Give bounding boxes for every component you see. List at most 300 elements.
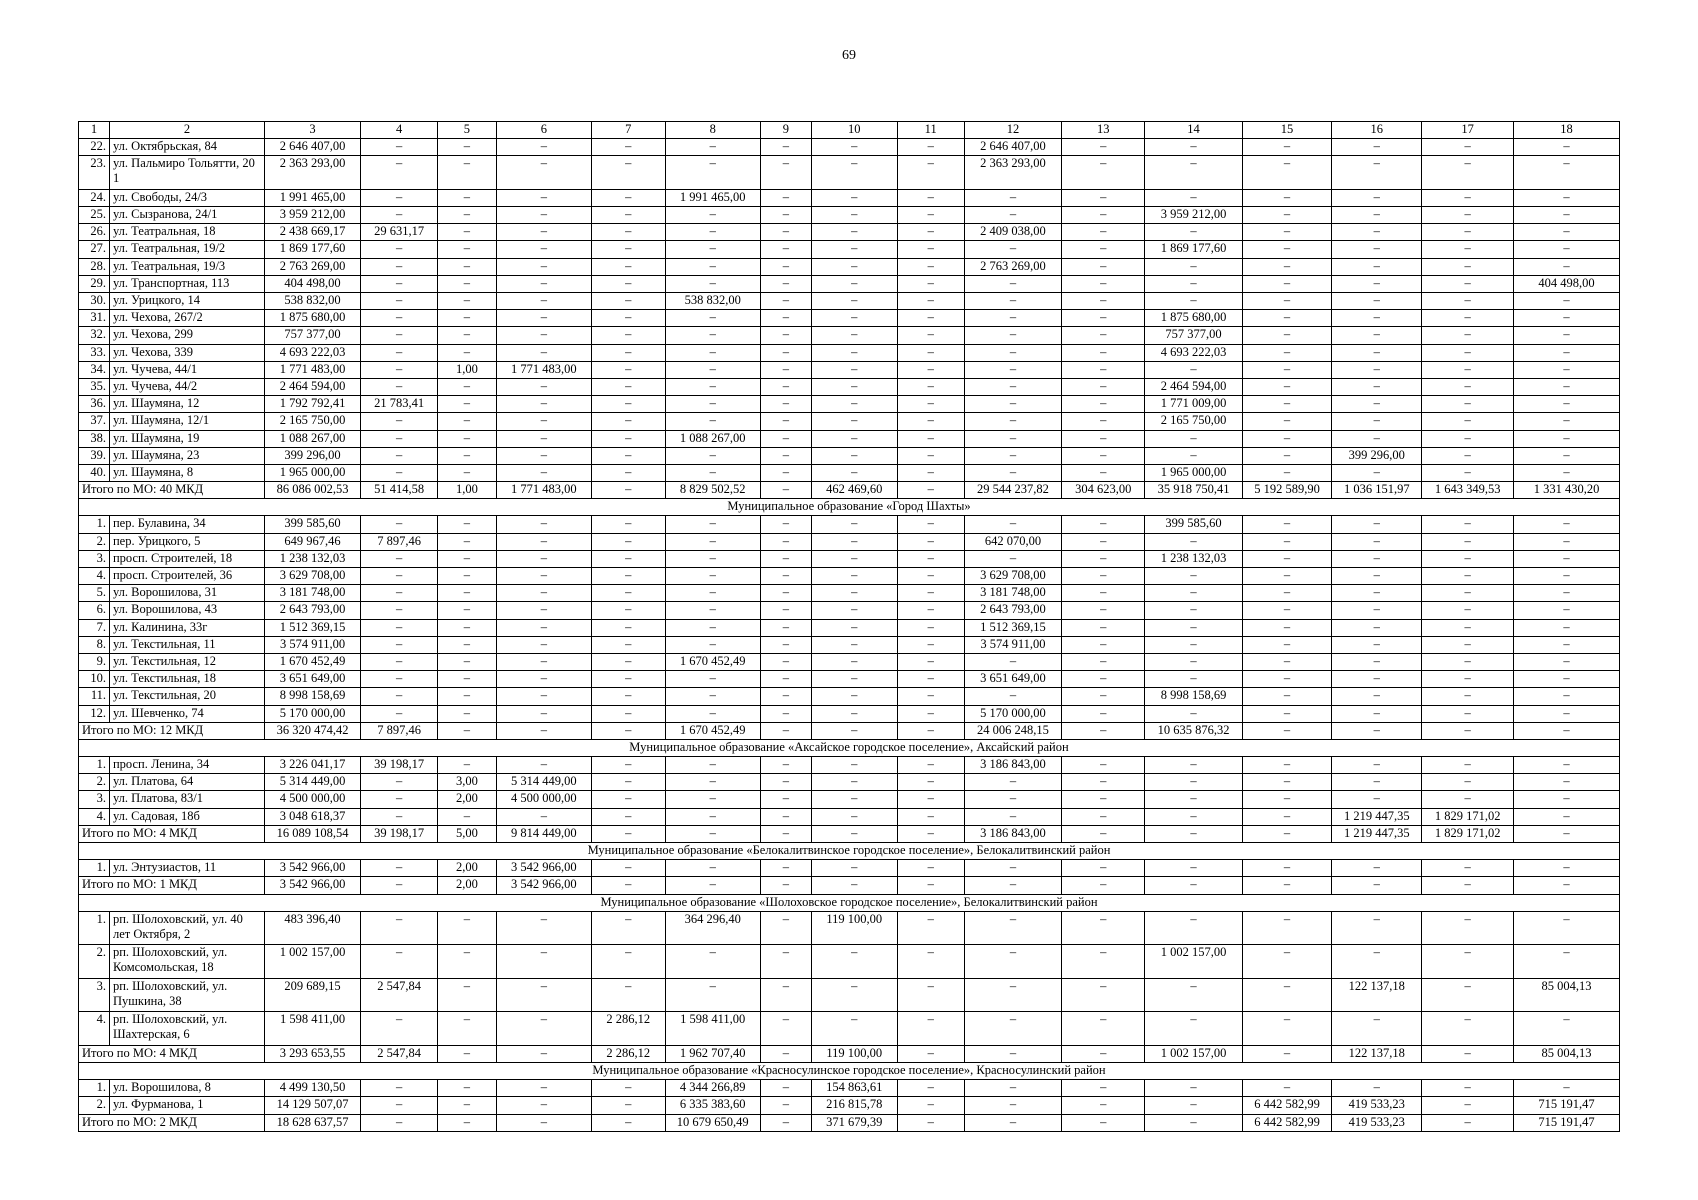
row-number: 2. [79, 1097, 110, 1114]
header-cell: 5 [438, 122, 497, 139]
table-cell: – [591, 189, 665, 206]
table-cell: – [897, 1012, 964, 1046]
table-cell: – [1332, 568, 1422, 585]
table-cell: – [1332, 533, 1422, 550]
table-cell: – [760, 653, 811, 670]
table-cell: – [1514, 241, 1620, 258]
table-cell: – [1422, 361, 1514, 378]
table-cell: – [897, 139, 964, 156]
table-cell: – [591, 1097, 665, 1114]
table-cell: – [964, 653, 1061, 670]
table-cell: – [812, 516, 897, 533]
table-cell: 1 792 792,41 [264, 396, 360, 413]
table-cell: – [1242, 430, 1332, 447]
table-cell: – [591, 275, 665, 292]
header-row [79, 122, 1620, 139]
table-cell: – [1332, 361, 1422, 378]
table-cell: – [496, 653, 591, 670]
table-cell: – [438, 602, 497, 619]
table-cell: 14 129 507,07 [264, 1097, 360, 1114]
table-cell: – [1514, 516, 1620, 533]
row-number: 3. [79, 550, 110, 567]
section-row [79, 499, 1620, 516]
table-cell: – [1514, 361, 1620, 378]
table-cell: 3 629 708,00 [264, 568, 360, 585]
total-cell: – [496, 1114, 591, 1131]
address-cell: рп. Шолоховский, ул. Комсомольская, 18 [109, 945, 264, 979]
table-cell: – [760, 447, 811, 464]
row-number: 8. [79, 636, 110, 653]
table-cell: – [496, 293, 591, 310]
table-cell: 2 165 750,00 [1145, 413, 1242, 430]
table-cell: – [1145, 791, 1242, 808]
table-cell: – [1514, 671, 1620, 688]
table-cell: – [1242, 293, 1332, 310]
table-cell: – [964, 1080, 1061, 1097]
address-cell: ул. Театральная, 18 [109, 224, 264, 241]
table-cell: – [591, 1080, 665, 1097]
section-title: Муниципальное образование «Шолоховское городское поселение», Белокалитвинский район [79, 894, 1620, 911]
table-cell: – [591, 224, 665, 241]
table-cell: – [1332, 860, 1422, 877]
table-cell: – [438, 156, 497, 190]
table-cell: – [1242, 688, 1332, 705]
table-cell: – [760, 1097, 811, 1114]
table-cell: – [964, 327, 1061, 344]
table-cell: – [496, 275, 591, 292]
table-cell: – [438, 258, 497, 275]
total-cell: 1 331 430,20 [1514, 482, 1620, 499]
table-cell: – [1062, 293, 1145, 310]
table-cell: – [812, 464, 897, 481]
address-cell: ул. Ворошилова, 43 [109, 602, 264, 619]
total-cell: 1 036 151,97 [1332, 482, 1422, 499]
total-cell: – [760, 825, 811, 842]
table-cell: – [812, 207, 897, 224]
table-cell: 122 137,18 [1332, 978, 1422, 1012]
total-cell: 122 137,18 [1332, 1045, 1422, 1062]
table-cell: – [665, 361, 760, 378]
header-cell: 17 [1422, 122, 1514, 139]
table-cell: – [760, 688, 811, 705]
total-label: Итого по МО: 12 МКД [79, 722, 265, 739]
table-cell: – [812, 688, 897, 705]
table-cell: 85 004,13 [1514, 978, 1620, 1012]
total-cell: 304 623,00 [1062, 482, 1145, 499]
total-row [79, 722, 1620, 739]
table-row [79, 533, 1620, 550]
table-cell: – [1062, 619, 1145, 636]
table-cell: – [1145, 705, 1242, 722]
table-cell: – [1242, 705, 1332, 722]
table-cell: – [1332, 258, 1422, 275]
table-cell: 1 088 267,00 [665, 430, 760, 447]
row-number: 2. [79, 945, 110, 979]
table-cell: – [1422, 258, 1514, 275]
total-cell: 86 086 002,53 [264, 482, 360, 499]
total-label: Итого по МО: 2 МКД [79, 1114, 265, 1131]
table-cell: – [438, 447, 497, 464]
table-cell: – [361, 293, 438, 310]
table-cell: – [361, 1080, 438, 1097]
total-cell: 2 286,12 [591, 1045, 665, 1062]
table-cell: – [1514, 413, 1620, 430]
total-label: Итого по МО: 4 МКД [79, 825, 265, 842]
table-cell: 715 191,47 [1514, 1097, 1620, 1114]
table-cell: – [665, 310, 760, 327]
table-cell: – [591, 550, 665, 567]
table-cell: – [361, 653, 438, 670]
total-cell: 715 191,47 [1514, 1114, 1620, 1131]
table-cell: – [1145, 189, 1242, 206]
table-row [79, 978, 1620, 1012]
total-row [79, 825, 1620, 842]
address-cell: ул. Шаумяна, 8 [109, 464, 264, 481]
table-cell: – [897, 361, 964, 378]
table-cell: – [812, 978, 897, 1012]
header-cell: 15 [1242, 122, 1332, 139]
total-cell: – [897, 877, 964, 894]
table-cell: – [1062, 978, 1145, 1012]
table-cell: – [1514, 189, 1620, 206]
table-cell: – [964, 774, 1061, 791]
row-number: 28. [79, 258, 110, 275]
table-cell: – [1242, 1012, 1332, 1046]
total-cell: 1 670 452,49 [665, 722, 760, 739]
table-cell: – [438, 671, 497, 688]
total-cell: – [438, 722, 497, 739]
table-cell: – [438, 275, 497, 292]
table-cell: 39 198,17 [361, 757, 438, 774]
table-cell: – [812, 258, 897, 275]
table-cell: – [361, 602, 438, 619]
row-number: 32. [79, 327, 110, 344]
table-cell: – [591, 464, 665, 481]
table-cell: – [964, 241, 1061, 258]
table-cell: – [361, 705, 438, 722]
table-row [79, 293, 1620, 310]
table-cell: – [1422, 653, 1514, 670]
table-cell: – [1422, 464, 1514, 481]
table-cell: – [591, 344, 665, 361]
section-title: Муниципальное образование «Аксайское городское поселение», Аксайский район [79, 739, 1620, 756]
table-cell: – [1242, 585, 1332, 602]
table-cell: – [897, 705, 964, 722]
total-label: Итого по МО: 4 МКД [79, 1045, 265, 1062]
table-cell: – [1422, 585, 1514, 602]
table-cell: – [1062, 705, 1145, 722]
row-number: 1. [79, 757, 110, 774]
table-cell: – [760, 516, 811, 533]
table-cell: – [1514, 378, 1620, 395]
table-cell: – [760, 757, 811, 774]
table-cell: – [438, 636, 497, 653]
table-row [79, 464, 1620, 481]
total-cell: 1 219 447,35 [1332, 825, 1422, 842]
table-cell: – [1062, 447, 1145, 464]
table-cell: – [1145, 224, 1242, 241]
table-cell: – [812, 653, 897, 670]
table-cell: – [1514, 808, 1620, 825]
table-cell: – [760, 241, 811, 258]
table-cell: – [1062, 396, 1145, 413]
table-cell: 154 863,61 [812, 1080, 897, 1097]
table-cell: – [665, 688, 760, 705]
table-cell: – [1514, 860, 1620, 877]
table-cell: 5 314 449,00 [264, 774, 360, 791]
table-cell: – [361, 310, 438, 327]
table-cell: – [812, 344, 897, 361]
table-cell: – [665, 241, 760, 258]
total-cell: – [1145, 877, 1242, 894]
table-row [79, 653, 1620, 670]
table-cell: – [1332, 602, 1422, 619]
table-cell: – [1062, 688, 1145, 705]
table-cell: – [964, 516, 1061, 533]
table-cell: – [665, 378, 760, 395]
row-number: 1. [79, 911, 110, 945]
table-cell: – [361, 791, 438, 808]
table-cell: – [760, 602, 811, 619]
table-cell: – [760, 568, 811, 585]
table-cell: – [496, 413, 591, 430]
table-cell: – [760, 1080, 811, 1097]
table-cell: – [665, 139, 760, 156]
table-cell: – [1422, 1012, 1514, 1046]
table-cell: – [897, 378, 964, 395]
table-cell: – [760, 224, 811, 241]
row-number: 34. [79, 361, 110, 378]
table-cell: – [496, 310, 591, 327]
table-cell: – [591, 757, 665, 774]
address-cell: ул. Чехова, 299 [109, 327, 264, 344]
table-cell: – [665, 344, 760, 361]
address-cell: просп. Строителей, 18 [109, 550, 264, 567]
row-number: 27. [79, 241, 110, 258]
table-cell: – [496, 808, 591, 825]
table-cell: – [897, 602, 964, 619]
table-cell: – [1242, 533, 1332, 550]
table-cell: – [665, 808, 760, 825]
table-cell: – [591, 688, 665, 705]
table-cell: – [496, 224, 591, 241]
table-cell: – [897, 430, 964, 447]
table-cell: – [1514, 207, 1620, 224]
table-cell: – [1062, 1012, 1145, 1046]
table-cell: – [1422, 860, 1514, 877]
table-cell: – [1062, 860, 1145, 877]
table-cell: 2 363 293,00 [964, 156, 1061, 190]
table-row [79, 688, 1620, 705]
table-cell: 1 991 465,00 [665, 189, 760, 206]
table-cell: 2 286,12 [591, 1012, 665, 1046]
table-cell: – [1062, 636, 1145, 653]
total-cell: 7 897,46 [361, 722, 438, 739]
table-cell: – [897, 808, 964, 825]
table-cell: – [1514, 533, 1620, 550]
address-cell: пер. Урицкого, 5 [109, 533, 264, 550]
table-cell: – [1422, 327, 1514, 344]
table-cell: – [438, 139, 497, 156]
table-cell: – [812, 550, 897, 567]
table-cell: – [1242, 310, 1332, 327]
table-cell: – [760, 945, 811, 979]
table-cell: – [1145, 619, 1242, 636]
table-cell: – [361, 516, 438, 533]
table-cell: – [1332, 344, 1422, 361]
table-cell: – [1422, 636, 1514, 653]
total-cell: – [760, 722, 811, 739]
table-cell: – [1145, 978, 1242, 1012]
table-cell: – [812, 189, 897, 206]
address-cell: ул. Театральная, 19/2 [109, 241, 264, 258]
table-cell: – [812, 774, 897, 791]
table-cell: – [1242, 224, 1332, 241]
total-cell: – [1242, 722, 1332, 739]
row-number: 38. [79, 430, 110, 447]
table-cell: 5 170 000,00 [264, 705, 360, 722]
table-cell: – [496, 1097, 591, 1114]
table-cell: – [496, 258, 591, 275]
table-cell: – [1242, 860, 1332, 877]
table-cell: – [591, 207, 665, 224]
table-cell: – [1242, 327, 1332, 344]
total-cell: – [1242, 1045, 1332, 1062]
table-cell: – [1062, 585, 1145, 602]
table-cell: – [665, 413, 760, 430]
table-cell: – [361, 808, 438, 825]
address-cell: рп. Шолоховский, ул. 40 лет Октября, 2 [109, 911, 264, 945]
table-cell: – [1514, 945, 1620, 979]
total-cell: – [591, 825, 665, 842]
table-cell: – [1242, 619, 1332, 636]
table-cell: – [1145, 361, 1242, 378]
table-cell: – [361, 361, 438, 378]
table-cell: – [1062, 774, 1145, 791]
total-cell: – [1242, 877, 1332, 894]
table-cell: 1 771 009,00 [1145, 396, 1242, 413]
table-cell: – [1514, 619, 1620, 636]
table-cell: – [438, 310, 497, 327]
table-cell: – [665, 568, 760, 585]
table-cell: – [812, 671, 897, 688]
table-cell: 1 670 452,49 [264, 653, 360, 670]
table-cell: – [1062, 189, 1145, 206]
address-cell: ул. Текстильная, 12 [109, 653, 264, 670]
table-cell: – [1062, 464, 1145, 481]
table-cell: – [496, 1012, 591, 1046]
table-cell: 4 693 222,03 [264, 344, 360, 361]
total-cell: – [1062, 1045, 1145, 1062]
table-cell: – [1242, 396, 1332, 413]
row-number: 1. [79, 516, 110, 533]
total-cell: – [964, 1114, 1061, 1131]
table-cell: – [1422, 344, 1514, 361]
table-cell: – [1422, 447, 1514, 464]
table-cell: – [1514, 430, 1620, 447]
table-cell: – [1242, 464, 1332, 481]
table-cell: – [897, 1080, 964, 1097]
address-cell: ул. Пальмиро Тольятти, 20 1 [109, 156, 264, 190]
table-cell: – [812, 619, 897, 636]
table-cell: – [361, 688, 438, 705]
table-cell: – [760, 774, 811, 791]
table-cell: – [361, 207, 438, 224]
table-cell: – [897, 207, 964, 224]
table-cell: – [591, 293, 665, 310]
table-row [79, 139, 1620, 156]
total-cell: – [438, 1045, 497, 1062]
table-cell: – [591, 568, 665, 585]
address-cell: ул. Текстильная, 20 [109, 688, 264, 705]
total-cell: 9 814 449,00 [496, 825, 591, 842]
table-cell: – [1422, 156, 1514, 190]
table-row [79, 568, 1620, 585]
table-cell: – [897, 978, 964, 1012]
table-cell: – [897, 396, 964, 413]
table-cell: – [1062, 533, 1145, 550]
table-cell: – [1332, 310, 1422, 327]
table-cell: – [496, 396, 591, 413]
total-cell: 1,00 [438, 482, 497, 499]
table-cell: – [438, 189, 497, 206]
table-cell: – [665, 207, 760, 224]
table-cell: – [591, 378, 665, 395]
table-cell: – [1062, 791, 1145, 808]
table-cell: 642 070,00 [964, 533, 1061, 550]
total-cell: 1 962 707,40 [665, 1045, 760, 1062]
table-cell: – [438, 378, 497, 395]
table-cell: – [496, 516, 591, 533]
table-cell: – [1332, 550, 1422, 567]
table-cell: – [591, 774, 665, 791]
table-cell: – [760, 139, 811, 156]
table-cell: – [496, 705, 591, 722]
table-cell: – [438, 396, 497, 413]
table-cell: – [1332, 671, 1422, 688]
table-cell: – [1422, 1080, 1514, 1097]
table-cell: – [665, 791, 760, 808]
total-cell: – [361, 1114, 438, 1131]
table-cell: – [361, 619, 438, 636]
table-cell: – [496, 344, 591, 361]
table-cell: – [897, 860, 964, 877]
row-number: 22. [79, 139, 110, 156]
table-cell: 399 296,00 [264, 447, 360, 464]
table-cell: – [438, 757, 497, 774]
table-cell: – [438, 533, 497, 550]
table-cell: – [591, 671, 665, 688]
table-cell: – [1145, 636, 1242, 653]
table-cell: – [812, 139, 897, 156]
table-cell: – [1514, 911, 1620, 945]
total-cell: 1 002 157,00 [1145, 1045, 1242, 1062]
table-cell: – [438, 241, 497, 258]
table-cell: – [1514, 464, 1620, 481]
table-cell: – [812, 757, 897, 774]
row-number: 6. [79, 602, 110, 619]
table-cell: – [812, 447, 897, 464]
table-cell: – [1514, 602, 1620, 619]
table-row [79, 310, 1620, 327]
total-cell: 3 186 843,00 [964, 825, 1061, 842]
table-cell: – [591, 241, 665, 258]
table-row [79, 636, 1620, 653]
table-cell: 1 002 157,00 [1145, 945, 1242, 979]
address-cell: ул. Шаумяна, 19 [109, 430, 264, 447]
table-cell: 1 598 411,00 [264, 1012, 360, 1046]
table-cell: – [496, 207, 591, 224]
